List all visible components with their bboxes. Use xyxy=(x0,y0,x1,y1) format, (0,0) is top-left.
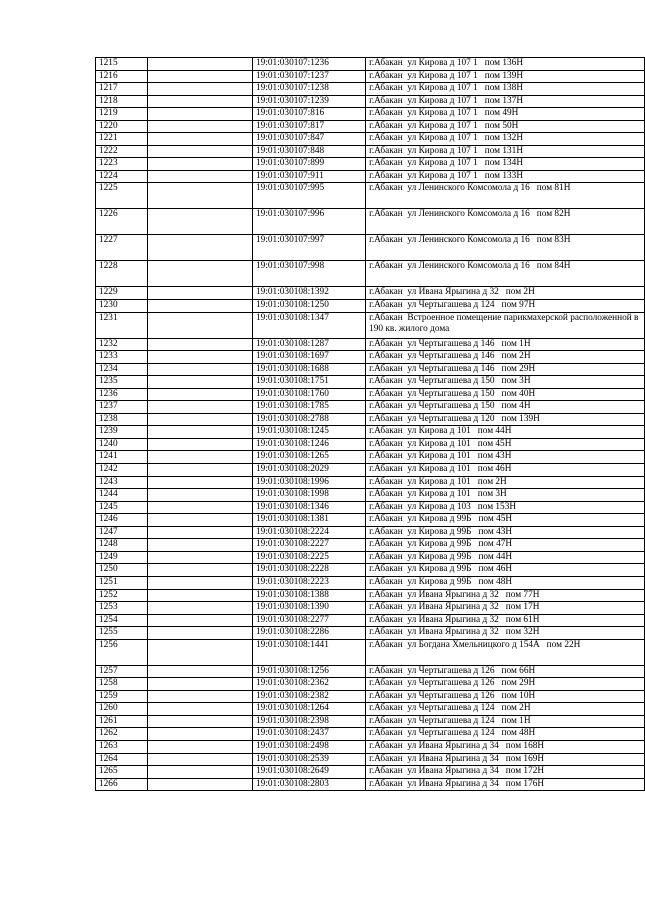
table-row xyxy=(96,145,645,158)
table-row xyxy=(96,235,645,261)
address-cell: г.Абакан ул Кирова д 107 1 пом 138Н xyxy=(366,83,645,96)
empty-cell xyxy=(147,413,253,426)
address-cell: г.Абакан ул Чертыгашева д 120 пом 139Н xyxy=(366,413,645,426)
table-row xyxy=(96,170,645,183)
table-row xyxy=(96,526,645,539)
cadastral-number-cell: 19:01:030108:1697 xyxy=(253,351,366,364)
address-cell: г.Абакан ул Чертыгашева д 150 пом 3Н xyxy=(366,376,645,389)
address-cell: г.Абакан ул Кирова д 107 1 пом 139Н xyxy=(366,70,645,83)
cadastral-number-cell: 19:01:030108:1392 xyxy=(253,287,366,300)
empty-cell xyxy=(147,678,253,691)
row-number-cell: 1254 xyxy=(96,614,148,627)
cadastral-number-cell: 19:01:030108:1760 xyxy=(253,388,366,401)
address-cell: г.Абакан ул Кирова д 99Б пом 43Н xyxy=(366,526,645,539)
table-row xyxy=(96,363,645,376)
cadastral-number-cell: 19:01:030107:848 xyxy=(253,145,366,158)
cadastral-number-cell: 19:01:030108:2437 xyxy=(253,728,366,741)
address-cell: г.Абакан ул Кирова д 103 пом 153Н xyxy=(366,501,645,514)
empty-cell xyxy=(147,363,253,376)
empty-cell xyxy=(147,476,253,489)
table-row xyxy=(96,300,645,313)
row-number-cell: 1232 xyxy=(96,338,148,351)
cadastral-number-cell: 19:01:030107:996 xyxy=(253,209,366,235)
table-row xyxy=(96,753,645,766)
row-number-cell: 1216 xyxy=(96,70,148,83)
empty-cell xyxy=(147,539,253,552)
row-number-cell: 1250 xyxy=(96,564,148,577)
address-cell: г.Абакан ул Чертыгашева д 124 пом 48Н xyxy=(366,728,645,741)
table-row xyxy=(96,261,645,287)
empty-cell xyxy=(147,170,253,183)
table-row xyxy=(96,401,645,414)
row-number-cell: 1222 xyxy=(96,145,148,158)
cadastral-number-cell: 19:01:030108:2224 xyxy=(253,526,366,539)
row-number-cell: 1221 xyxy=(96,133,148,146)
table-row xyxy=(96,133,645,146)
row-number-cell: 1231 xyxy=(96,312,148,338)
address-cell: г.Абакан ул Чертыгашева д 146 пом 2Н xyxy=(366,351,645,364)
empty-cell xyxy=(147,401,253,414)
table-row xyxy=(96,158,645,171)
empty-cell xyxy=(147,464,253,477)
address-cell: г.Абакан ул Кирова д 101 пом 44Н xyxy=(366,426,645,439)
empty-cell xyxy=(147,489,253,502)
table-row xyxy=(96,627,645,640)
table-row xyxy=(96,639,645,665)
table-row xyxy=(96,589,645,602)
cadastral-number-cell: 19:01:030108:1347 xyxy=(253,312,366,338)
row-number-cell: 1241 xyxy=(96,451,148,464)
cadastral-number-cell: 19:01:030108:2227 xyxy=(253,539,366,552)
cadastral-number-cell: 19:01:030108:2539 xyxy=(253,753,366,766)
cadastral-number-cell: 19:01:030108:1688 xyxy=(253,363,366,376)
row-number-cell: 1258 xyxy=(96,678,148,691)
cadastral-number-cell: 19:01:030108:1287 xyxy=(253,338,366,351)
cadastral-number-cell: 19:01:030107:998 xyxy=(253,261,366,287)
row-number-cell: 1223 xyxy=(96,158,148,171)
row-number-cell: 1261 xyxy=(96,715,148,728)
table-row xyxy=(96,476,645,489)
empty-cell xyxy=(147,158,253,171)
table-row xyxy=(96,464,645,477)
empty-cell xyxy=(147,261,253,287)
cadastral-number-cell: 19:01:030108:1245 xyxy=(253,426,366,439)
table-row xyxy=(96,312,645,338)
row-number-cell: 1226 xyxy=(96,209,148,235)
row-number-cell: 1238 xyxy=(96,413,148,426)
cadastral-number-cell: 19:01:030108:1998 xyxy=(253,489,366,502)
address-cell: г.Абакан ул Чертыгашева д 146 пом 29Н xyxy=(366,363,645,376)
address-cell: г.Абакан ул Кирова д 107 1 пом 50Н xyxy=(366,120,645,133)
address-cell: г.Абакан ул Богдана Хмельницкого д 154А пом 22Н xyxy=(366,639,645,665)
cadastral-number-cell: 19:01:030107:816 xyxy=(253,108,366,121)
cadastral-number-cell: 19:01:030108:1785 xyxy=(253,401,366,414)
table-row xyxy=(96,489,645,502)
table-body xyxy=(96,58,645,791)
table-row xyxy=(96,564,645,577)
cadastral-number-cell: 19:01:030108:2029 xyxy=(253,464,366,477)
row-number-cell: 1218 xyxy=(96,95,148,108)
empty-cell xyxy=(147,715,253,728)
table-row xyxy=(96,451,645,464)
table-row xyxy=(96,551,645,564)
address-cell: г.Абакан ул Ивана Ярыгина д 32 пом 61Н xyxy=(366,614,645,627)
table-row xyxy=(96,108,645,121)
row-number-cell: 1243 xyxy=(96,476,148,489)
address-cell: г.Абакан ул Кирова д 99Б пом 46Н xyxy=(366,564,645,577)
row-number-cell: 1251 xyxy=(96,576,148,589)
empty-cell xyxy=(147,209,253,235)
row-number-cell: 1246 xyxy=(96,514,148,527)
table-row xyxy=(96,665,645,678)
table-row xyxy=(96,70,645,83)
row-number-cell: 1228 xyxy=(96,261,148,287)
cadastral-number-cell: 19:01:030108:1381 xyxy=(253,514,366,527)
row-number-cell: 1234 xyxy=(96,363,148,376)
empty-cell xyxy=(147,501,253,514)
row-number-cell: 1262 xyxy=(96,728,148,741)
cadastral-number-cell: 19:01:030108:2223 xyxy=(253,576,366,589)
row-number-cell: 1239 xyxy=(96,426,148,439)
empty-cell xyxy=(147,300,253,313)
row-number-cell: 1236 xyxy=(96,388,148,401)
row-number-cell: 1259 xyxy=(96,690,148,703)
row-number-cell: 1257 xyxy=(96,665,148,678)
cadastral-number-cell: 19:01:030108:1390 xyxy=(253,602,366,615)
address-cell: г.Абакан ул Кирова д 107 1 пом 137Н xyxy=(366,95,645,108)
row-number-cell: 1255 xyxy=(96,627,148,640)
address-cell: г.Абакан ул Ленинского Комсомола д 16 пом 84Н xyxy=(366,261,645,287)
address-cell: г.Абакан ул Кирова д 107 1 пом 134Н xyxy=(366,158,645,171)
table-row xyxy=(96,183,645,209)
row-number-cell: 1217 xyxy=(96,83,148,96)
table-row xyxy=(96,338,645,351)
table-row xyxy=(96,287,645,300)
empty-cell xyxy=(147,753,253,766)
cadastral-number-cell: 19:01:030108:1441 xyxy=(253,639,366,665)
table-row xyxy=(96,351,645,364)
cadastral-number-cell: 19:01:030108:2286 xyxy=(253,627,366,640)
table-row xyxy=(96,715,645,728)
row-number-cell: 1229 xyxy=(96,287,148,300)
address-cell: г.Абакан ул Ивана Ярыгина д 34 пом 169Н xyxy=(366,753,645,766)
table-row xyxy=(96,766,645,779)
cadastral-number-cell: 19:01:030108:2277 xyxy=(253,614,366,627)
cadastral-number-cell: 19:01:030107:817 xyxy=(253,120,366,133)
row-number-cell: 1237 xyxy=(96,401,148,414)
cadastral-number-cell: 19:01:030108:1751 xyxy=(253,376,366,389)
address-cell: г.Абакан ул Кирова д 99Б пом 45Н xyxy=(366,514,645,527)
cadastral-number-cell: 19:01:030108:2225 xyxy=(253,551,366,564)
empty-cell xyxy=(147,690,253,703)
empty-cell xyxy=(147,133,253,146)
table-row xyxy=(96,614,645,627)
address-cell: г.Абакан ул Кирова д 107 1 пом 132Н xyxy=(366,133,645,146)
empty-cell xyxy=(147,108,253,121)
row-number-cell: 1227 xyxy=(96,235,148,261)
empty-cell xyxy=(147,703,253,716)
row-number-cell: 1248 xyxy=(96,539,148,552)
table-row xyxy=(96,501,645,514)
table-row xyxy=(96,58,645,71)
empty-cell xyxy=(147,183,253,209)
empty-cell xyxy=(147,376,253,389)
row-number-cell: 1256 xyxy=(96,639,148,665)
row-number-cell: 1225 xyxy=(96,183,148,209)
address-cell: г.Абакан ул Кирова д 99Б пом 47Н xyxy=(366,539,645,552)
address-cell: г.Абакан ул Ивана Ярыгина д 32 пом 32Н xyxy=(366,627,645,640)
cadastral-number-cell: 19:01:030107:1237 xyxy=(253,70,366,83)
empty-cell xyxy=(147,551,253,564)
empty-cell xyxy=(147,438,253,451)
empty-cell xyxy=(147,388,253,401)
row-number-cell: 1260 xyxy=(96,703,148,716)
address-cell: г.Абакан ул Кирова д 101 пом 2Н xyxy=(366,476,645,489)
address-cell: г.Абакан ул Кирова д 107 1 пом 133Н xyxy=(366,170,645,183)
table-row xyxy=(96,413,645,426)
row-number-cell: 1230 xyxy=(96,300,148,313)
table-row xyxy=(96,426,645,439)
cadastral-number-cell: 19:01:030107:847 xyxy=(253,133,366,146)
address-cell: г.Абакан ул Ленинского Комсомола д 16 пом 82Н xyxy=(366,209,645,235)
empty-cell xyxy=(147,95,253,108)
document-table xyxy=(95,57,645,791)
empty-cell xyxy=(147,58,253,71)
empty-cell xyxy=(147,766,253,779)
cadastral-number-cell: 19:01:030107:995 xyxy=(253,183,366,209)
empty-cell xyxy=(147,451,253,464)
address-cell: г.Абакан ул Чертыгашева д 126 пом 66Н xyxy=(366,665,645,678)
table-row xyxy=(96,376,645,389)
row-number-cell: 1264 xyxy=(96,753,148,766)
table-row xyxy=(96,388,645,401)
cadastral-number-cell: 19:01:030107:911 xyxy=(253,170,366,183)
address-cell: г.Абакан ул Ивана Ярыгина д 34 пом 176Н xyxy=(366,778,645,791)
row-number-cell: 1249 xyxy=(96,551,148,564)
cadastral-number-cell: 19:01:030108:2228 xyxy=(253,564,366,577)
cadastral-number-cell: 19:01:030108:1250 xyxy=(253,300,366,313)
cadastral-number-cell: 19:01:030108:1246 xyxy=(253,438,366,451)
empty-cell xyxy=(147,614,253,627)
address-cell: г.Абакан ул Кирова д 107 1 пом 49Н xyxy=(366,108,645,121)
table-row xyxy=(96,120,645,133)
address-cell: г.Абакан ул Кирова д 101 пом 43Н xyxy=(366,451,645,464)
cadastral-number-cell: 19:01:030108:2788 xyxy=(253,413,366,426)
address-cell: г.Абакан ул Чертыгашева д 150 пом 4Н xyxy=(366,401,645,414)
empty-cell xyxy=(147,83,253,96)
cadastral-number-cell: 19:01:030108:1264 xyxy=(253,703,366,716)
empty-cell xyxy=(147,740,253,753)
empty-cell xyxy=(147,602,253,615)
empty-cell xyxy=(147,778,253,791)
address-cell: г.Абакан ул Чертыгашева д 146 пом 1Н xyxy=(366,338,645,351)
cadastral-number-cell: 19:01:030108:1388 xyxy=(253,589,366,602)
row-number-cell: 1265 xyxy=(96,766,148,779)
address-cell: г.Абакан ул Кирова д 101 пом 45Н xyxy=(366,438,645,451)
table-row xyxy=(96,778,645,791)
empty-cell xyxy=(147,526,253,539)
address-cell: г.Абакан ул Чертыгашева д 126 пом 10Н xyxy=(366,690,645,703)
empty-cell xyxy=(147,235,253,261)
row-number-cell: 1244 xyxy=(96,489,148,502)
empty-cell xyxy=(147,351,253,364)
address-cell: г.Абакан ул Кирова д 101 пом 46Н xyxy=(366,464,645,477)
row-number-cell: 1235 xyxy=(96,376,148,389)
empty-cell xyxy=(147,312,253,338)
empty-cell xyxy=(147,426,253,439)
empty-cell xyxy=(147,514,253,527)
row-number-cell: 1240 xyxy=(96,438,148,451)
row-number-cell: 1247 xyxy=(96,526,148,539)
address-cell: г.Абакан ул Ивана Ярыгина д 32 пом 2Н xyxy=(366,287,645,300)
address-cell: г.Абакан ул Ленинского Комсомола д 16 пом 83Н xyxy=(366,235,645,261)
table-row xyxy=(96,209,645,235)
row-number-cell: 1219 xyxy=(96,108,148,121)
empty-cell xyxy=(147,120,253,133)
table-row xyxy=(96,539,645,552)
row-number-cell: 1245 xyxy=(96,501,148,514)
row-number-cell: 1220 xyxy=(96,120,148,133)
empty-cell xyxy=(147,145,253,158)
table-row xyxy=(96,95,645,108)
cadastral-number-cell: 19:01:030108:2398 xyxy=(253,715,366,728)
row-number-cell: 1215 xyxy=(96,58,148,71)
table-row xyxy=(96,703,645,716)
row-number-cell: 1242 xyxy=(96,464,148,477)
row-number-cell: 1253 xyxy=(96,602,148,615)
cadastral-number-cell: 19:01:030107:899 xyxy=(253,158,366,171)
address-cell: г.Абакан ул Ивана Ярыгина д 34 пом 168Н xyxy=(366,740,645,753)
table-row xyxy=(96,576,645,589)
address-cell: г.Абакан ул Кирова д 101 пом 3Н xyxy=(366,489,645,502)
cadastral-number-cell: 19:01:030108:2362 xyxy=(253,678,366,691)
address-cell: г.Абакан ул Чертыгашева д 124 пом 2Н xyxy=(366,703,645,716)
cadastral-number-cell: 19:01:030107:1236 xyxy=(253,58,366,71)
empty-cell xyxy=(147,639,253,665)
empty-cell xyxy=(147,564,253,577)
table-row xyxy=(96,438,645,451)
address-cell: г.Абакан ул Чертыгашева д 124 пом 97Н xyxy=(366,300,645,313)
address-cell: г.Абакан ул Кирова д 107 1 пом 131Н xyxy=(366,145,645,158)
cadastral-number-cell: 19:01:030108:2649 xyxy=(253,766,366,779)
empty-cell xyxy=(147,589,253,602)
row-number-cell: 1224 xyxy=(96,170,148,183)
cadastral-number-cell: 19:01:030107:1238 xyxy=(253,83,366,96)
table-row xyxy=(96,678,645,691)
empty-cell xyxy=(147,627,253,640)
address-cell: г.Абакан ул Кирова д 107 1 пом 136Н xyxy=(366,58,645,71)
row-number-cell: 1266 xyxy=(96,778,148,791)
cadastral-number-cell: 19:01:030107:1239 xyxy=(253,95,366,108)
empty-cell xyxy=(147,70,253,83)
table-row xyxy=(96,740,645,753)
cadastral-number-cell: 19:01:030108:2382 xyxy=(253,690,366,703)
address-cell: г.Абакан ул Кирова д 99Б пом 48Н xyxy=(366,576,645,589)
table-row xyxy=(96,728,645,741)
table-row xyxy=(96,690,645,703)
address-cell: г.Абакан ул Ленинского Комсомола д 16 пом 81Н xyxy=(366,183,645,209)
empty-cell xyxy=(147,338,253,351)
address-cell: г.Абакан ул Чертыгашева д 150 пом 40Н xyxy=(366,388,645,401)
row-number-cell: 1252 xyxy=(96,589,148,602)
address-cell: г.Абакан ул Кирова д 99Б пом 44Н xyxy=(366,551,645,564)
empty-cell xyxy=(147,728,253,741)
cadastral-number-cell: 19:01:030108:1996 xyxy=(253,476,366,489)
table-row xyxy=(96,514,645,527)
cadastral-number-cell: 19:01:030108:1265 xyxy=(253,451,366,464)
address-cell: г.Абакан ул Ивана Ярыгина д 34 пом 172Н xyxy=(366,766,645,779)
table-row xyxy=(96,602,645,615)
row-number-cell: 1263 xyxy=(96,740,148,753)
row-number-cell: 1233 xyxy=(96,351,148,364)
cadastral-number-cell: 19:01:030108:2803 xyxy=(253,778,366,791)
cadastral-number-cell: 19:01:030108:1256 xyxy=(253,665,366,678)
empty-cell xyxy=(147,576,253,589)
empty-cell xyxy=(147,665,253,678)
cadastral-number-cell: 19:01:030107:997 xyxy=(253,235,366,261)
cadastral-number-cell: 19:01:030108:2498 xyxy=(253,740,366,753)
address-cell: г.Абакан ул Чертыгашева д 126 пом 29Н xyxy=(366,678,645,691)
table-row xyxy=(96,83,645,96)
address-cell: г.Абакан ул Чертыгашева д 124 пом 1Н xyxy=(366,715,645,728)
address-cell: г.Абакан ул Ивана Ярыгина д 32 пом 77Н xyxy=(366,589,645,602)
address-cell: г.Абакан Встроенное помещение парикмахерской расположенной в 190 кв. жилого дома xyxy=(366,312,645,338)
empty-cell xyxy=(147,287,253,300)
address-cell: г.Абакан ул Ивана Ярыгина д 32 пом 17Н xyxy=(366,602,645,615)
cadastral-number-cell: 19:01:030108:1346 xyxy=(253,501,366,514)
